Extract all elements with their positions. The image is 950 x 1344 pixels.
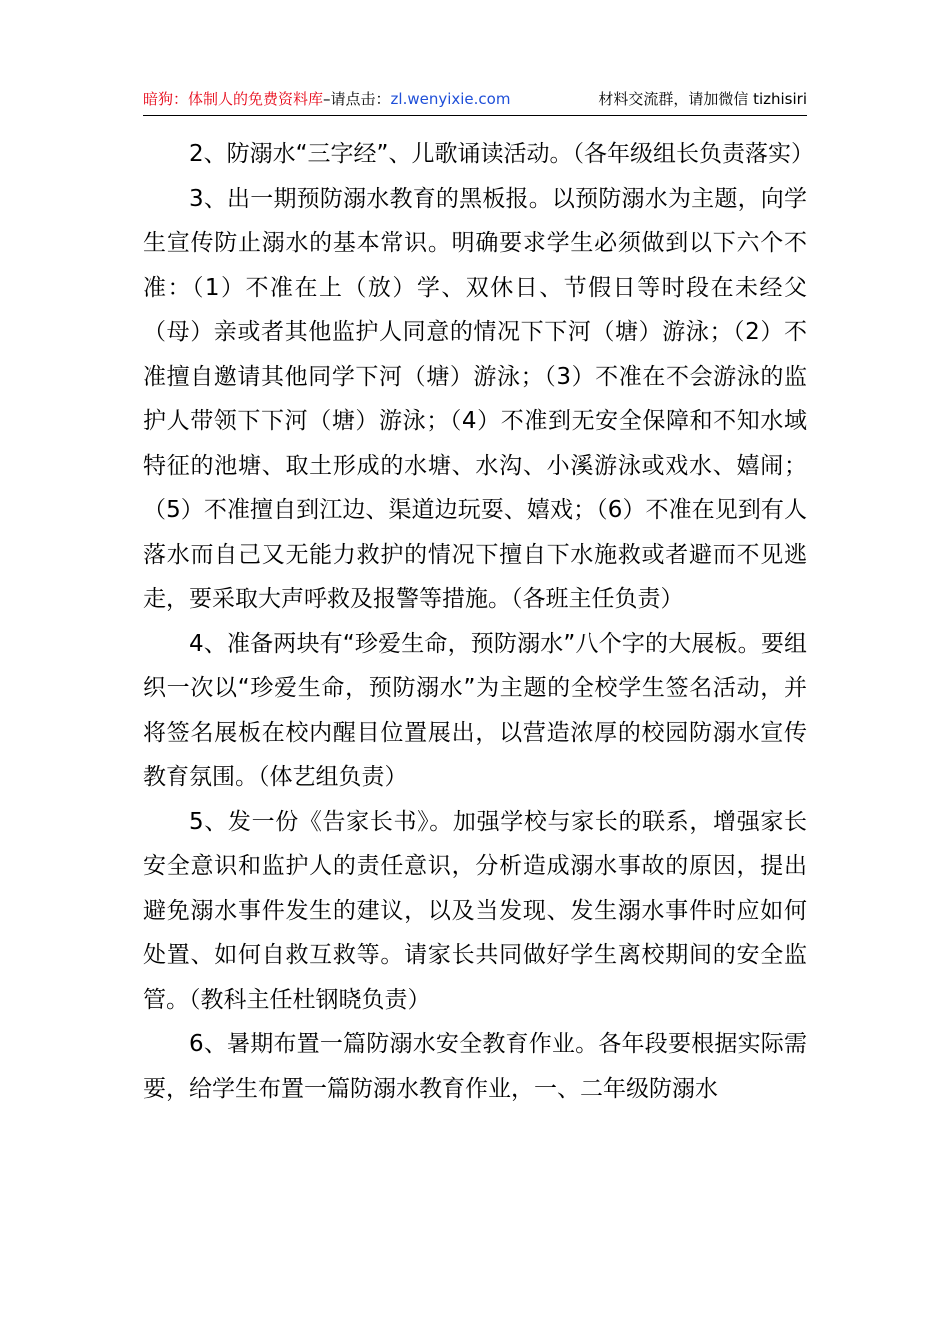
header-wechat-text: 材料交流群，请加微信 tizhisiri [598,90,807,108]
paragraph-item-6: 6、暑期布置一篇防溺水安全教育作业。各年段要根据实际需要，给学生布置一篇防溺水教育作业，一、二年级防溺水 [143,1031,807,1102]
header-prompt-text: –请点击： [323,90,391,108]
header-divider [143,115,807,116]
header-brand-text: 暗狗：体制人的免费资料库 [143,90,324,108]
paragraph-item-3: 3、出一期预防溺水教育的黑板报。以预防溺水为主题，向学生宣传防止溺水的基本常识。明确要求学生必须做到以下六个不准：（1）不准在上（放）学、双休日、节假日等时段在未经父（母）亲或者其他监护人同意的情况下下河（塘）游泳；（2）不准擅自邀请其他同学下河（塘）游泳；（3）不准在不会游泳的监护人带领下下河（塘）游泳；（4）不准到无安全保障和不知水域特征的池塘、取土形成的水塘、水沟、小溪游泳或戏水、嬉闹；（5）不准擅自到江边、渠道边玩耍、嬉戏；（6）不准在见到有人落水而自己又无能力救护的情况下擅自下水施救或者避而不见逃走，要采取大声呼救及报警等措施。（各班主任负责） [143,185,807,612]
paragraph-item-4: 4、准备两块有“珍爱生命，预防溺水”八个字的大展板。要组织一次以“珍爱生命，预防溺水”为主题的全校学生签名活动，并将签名展板在校内醒目位置展出，以营造浓厚的校园防溺水宣传教育氛围。（体艺组负责） [143,630,807,790]
header-url-link[interactable]: zl.wenyixie.com [390,90,511,108]
page-header [143,86,807,112]
paragraph-item-2: 2、防溺水“三字经”、儿歌诵读活动。（各年级组长负责落实） [189,141,814,167]
paragraph-item-5: 5、发一份《告家长书》。加强学校与家长的联系，增强家长安全意识和监护人的责任意识，分析造成溺水事故的原因，提出避免溺水事件发生的建议，以及当发现、发生溺水事件时应如何处置、如何自救互救等。请家长共同做好学生离校期间的安全监管。（教科主任杜钢晓负责） [143,808,807,1013]
document-body [143,132,814,1111]
